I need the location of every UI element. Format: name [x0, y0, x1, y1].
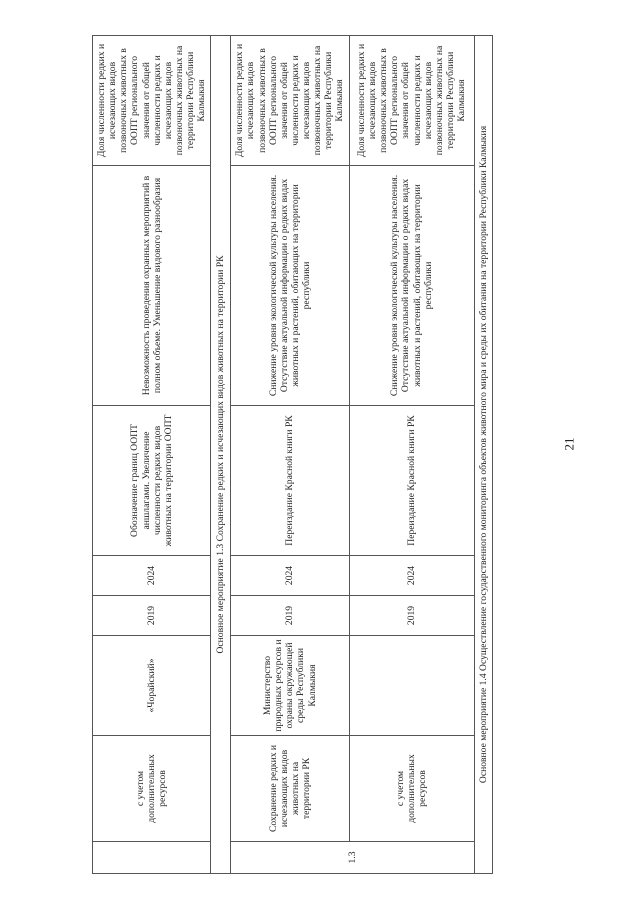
- cell-executor: [349, 636, 474, 736]
- cell-risk: Снижение уровня экологической культуры населения. Отсутствие актуальной информации о редких видах животных и растений, обитающих на территории республики: [231, 166, 349, 406]
- cell-end-year: 2024: [93, 556, 211, 596]
- cell-start-year: 2019: [231, 596, 349, 636]
- cell-indicator: Доля численности редких и исчезающих видов позвоночных животных в ООПТ регионального значения от общей численности редких и исчезающих видов позвоночных животных на территории Республики Калмыкия: [349, 36, 474, 166]
- table-row: [231, 36, 349, 874]
- cell-indicator: Доля численности редких и исчезающих видов позвоночных животных в ООПТ регионального значения от общей численности редких и исчезающих видов позвоночных животных на территории Республики Калмыкия: [93, 36, 211, 166]
- cell-end-year: 2024: [231, 556, 349, 596]
- cell-result: Переиздание Красной книги РК: [349, 406, 474, 556]
- program-table: [92, 35, 493, 874]
- cell-start-year: 2019: [93, 596, 211, 636]
- section-heading-1-3: Основное мероприятие 1.3 Сохранение редких и исчезающих видов животных на территории РК: [211, 36, 231, 874]
- cell-risk: Невозможность проведения охранных мероприятий в полном объеме. Уменьшение видового разнообразия: [93, 166, 211, 406]
- section-row: [474, 36, 492, 874]
- rotated-table-sheet: [92, 36, 489, 874]
- cell-name: с учетом дополнительных ресурсов: [93, 736, 211, 842]
- cell-number: 1.3: [231, 842, 474, 874]
- cell-end-year: 2024: [349, 556, 474, 596]
- cell-start-year: 2019: [349, 596, 474, 636]
- cell-risk: Снижение уровня экологической культуры населения. Отсутствие актуальной информации о редких видах животных и растений, обитающих на территории республики: [349, 166, 474, 406]
- section-row: [211, 36, 231, 874]
- cell-name: Сохранение редких и исчезающих видов животных на территории РК: [231, 736, 349, 842]
- cell-executor: «Чорайский»: [93, 636, 211, 736]
- cell-indicator: Доля численности редких и исчезающих видов позвоночных животных в ООПТ регионального значения от общей численности редких и исчезающих видов позвоночных животных на территории Республики Калмыкия: [231, 36, 349, 166]
- table-row: [93, 36, 211, 874]
- page-number: 21: [561, 437, 577, 451]
- cell-result: Переиздание Красной книги РК: [231, 406, 349, 556]
- section-heading-1-4: Основное мероприятие 1.4 Осуществление государственного мониторинга объектов животного мира и среды их обитания на территории Республики Калмыкия: [474, 36, 492, 874]
- cell-result: Обозначение границ ООПТ аншлагами. Увеличение численности редких видов животных на территории ООПТ: [93, 406, 211, 556]
- cell-number: [93, 842, 211, 874]
- cell-executor: Министерство природных ресурсов и охраны окружающей среды Республики Калмыкия: [231, 636, 349, 736]
- cell-name: с учетом дополнительных ресурсов: [349, 736, 474, 842]
- table-row: [349, 36, 474, 874]
